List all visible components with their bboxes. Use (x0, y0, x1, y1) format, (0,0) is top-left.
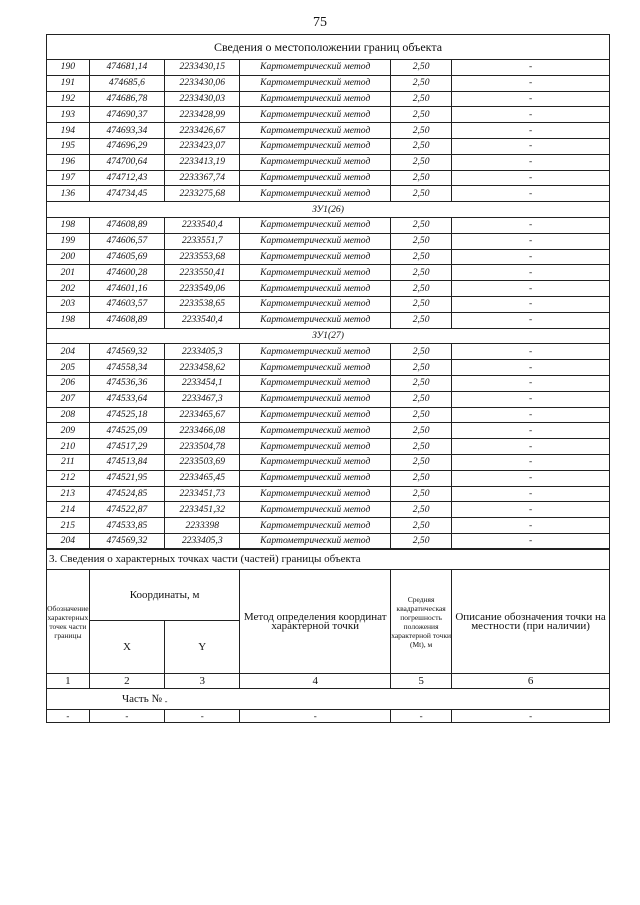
method: Картометрический метод (240, 439, 391, 455)
accuracy: 2,50 (391, 391, 452, 407)
description: - (452, 344, 610, 360)
coord-x: 474608,89 (89, 217, 164, 233)
table-row (47, 423, 610, 439)
point-number: 201 (47, 265, 90, 281)
coord-x: 474525,18 (89, 407, 164, 423)
section3-title: 3. Сведения о характерных точках части (частей) границы объекта (47, 549, 610, 570)
table-row (47, 502, 610, 518)
coord-y: 2233553,68 (165, 249, 240, 265)
accuracy: 2,50 (391, 486, 452, 502)
table-row (47, 518, 610, 534)
coord-x: 474558,34 (89, 360, 164, 376)
method: Картометрический метод (240, 470, 391, 486)
table-row (47, 75, 610, 91)
point-number: 136 (47, 186, 90, 202)
accuracy: 2,50 (391, 518, 452, 534)
description: - (452, 470, 610, 486)
coord-x: 474712,43 (89, 170, 164, 186)
point-number: 214 (47, 502, 90, 518)
subsection-label: ЗУ1(26) (47, 202, 610, 218)
method: Картометрический метод (240, 233, 391, 249)
point-number: 215 (47, 518, 90, 534)
coord-x: 474569,32 (89, 533, 164, 549)
method: Картометрический метод (240, 454, 391, 470)
point-number: 204 (47, 533, 90, 549)
method: Картометрический метод (240, 407, 391, 423)
point-number: 211 (47, 454, 90, 470)
coord-y: 2233367,74 (165, 170, 240, 186)
coord-y: 2233426,67 (165, 123, 240, 139)
accuracy: 2,50 (391, 107, 452, 123)
header-point: Обозначение характерных точек части границы (47, 570, 90, 674)
accuracy: 2,50 (391, 123, 452, 139)
section-title: Сведения о местоположении границ объекта (47, 35, 610, 60)
accuracy: 2,50 (391, 470, 452, 486)
col-number: 3 (165, 674, 240, 689)
method: Картометрический метод (240, 186, 391, 202)
coord-x: 474533,64 (89, 391, 164, 407)
coord-x: 474569,32 (89, 344, 164, 360)
method: Картометрический метод (240, 296, 391, 312)
description: - (452, 265, 610, 281)
accuracy: 2,50 (391, 375, 452, 391)
table-row (47, 439, 610, 455)
coord-x: 474533,85 (89, 518, 164, 534)
table-row (47, 344, 610, 360)
method: Картометрический метод (240, 75, 391, 91)
point-number: 191 (47, 75, 90, 91)
accuracy: 2,50 (391, 217, 452, 233)
method: Картометрический метод (240, 312, 391, 328)
method: Картометрический метод (240, 518, 391, 534)
coord-x: 474700,64 (89, 154, 164, 170)
method: Картометрический метод (240, 170, 391, 186)
description: - (452, 91, 610, 107)
table-row (47, 233, 610, 249)
table-row (47, 407, 610, 423)
table-row (47, 186, 610, 202)
table-row (47, 296, 610, 312)
coord-x: 474603,57 (89, 296, 164, 312)
coord-y: 2233466,08 (165, 423, 240, 439)
description: - (452, 249, 610, 265)
method: Картометрический метод (240, 486, 391, 502)
table-row (47, 249, 610, 265)
description: - (452, 233, 610, 249)
method: Картометрический метод (240, 344, 391, 360)
accuracy: 2,50 (391, 344, 452, 360)
method: Картометрический метод (240, 502, 391, 518)
description: - (452, 75, 610, 91)
empty-cell: - (452, 710, 610, 723)
coord-y: 2233503,69 (165, 454, 240, 470)
accuracy: 2,50 (391, 265, 452, 281)
table-row (47, 123, 610, 139)
accuracy: 2,50 (391, 170, 452, 186)
page-number: 75 (313, 15, 327, 30)
coord-x: 474605,69 (89, 249, 164, 265)
coord-x: 474513,84 (89, 454, 164, 470)
table-row (47, 60, 610, 76)
col-number: 5 (391, 674, 452, 689)
coord-x: 474600,28 (89, 265, 164, 281)
coord-x: 474606,57 (89, 233, 164, 249)
coord-x: 474608,89 (89, 312, 164, 328)
empty-cell: - (240, 710, 391, 723)
accuracy: 2,50 (391, 91, 452, 107)
method: Картометрический метод (240, 249, 391, 265)
accuracy: 2,50 (391, 154, 452, 170)
point-number: 199 (47, 233, 90, 249)
accuracy: 2,50 (391, 233, 452, 249)
description: - (452, 107, 610, 123)
accuracy: 2,50 (391, 439, 452, 455)
method: Картометрический метод (240, 154, 391, 170)
coord-y: 2233405,3 (165, 533, 240, 549)
point-number: 203 (47, 296, 90, 312)
point-number: 212 (47, 470, 90, 486)
point-number: 198 (47, 312, 90, 328)
method: Картометрический метод (240, 533, 391, 549)
table-row (47, 375, 610, 391)
coord-y: 2233504,78 (165, 439, 240, 455)
point-number: 197 (47, 170, 90, 186)
method: Картометрический метод (240, 265, 391, 281)
table-row (47, 170, 610, 186)
coord-x: 474686,78 (89, 91, 164, 107)
col-number: 4 (240, 674, 391, 689)
description: - (452, 217, 610, 233)
coord-x: 474522,87 (89, 502, 164, 518)
point-number: 208 (47, 407, 90, 423)
description: - (452, 123, 610, 139)
method: Картометрический метод (240, 138, 391, 154)
boundary-table (46, 34, 610, 550)
description: - (452, 518, 610, 534)
method: Картометрический метод (240, 423, 391, 439)
description: - (452, 423, 610, 439)
coord-x: 474517,29 (89, 439, 164, 455)
table-row (47, 154, 610, 170)
accuracy: 2,50 (391, 249, 452, 265)
table-row (47, 138, 610, 154)
method: Картометрический метод (240, 217, 391, 233)
description: - (452, 486, 610, 502)
table-row (47, 360, 610, 376)
table-row (47, 454, 610, 470)
point-number: 200 (47, 249, 90, 265)
coord-x: 474690,37 (89, 107, 164, 123)
table-row (47, 281, 610, 297)
coord-y: 2233428,99 (165, 107, 240, 123)
subsection-row (47, 202, 610, 218)
point-number: 202 (47, 281, 90, 297)
accuracy: 2,50 (391, 407, 452, 423)
method: Картометрический метод (240, 375, 391, 391)
point-number: 205 (47, 360, 90, 376)
table-row (47, 391, 610, 407)
accuracy: 2,50 (391, 138, 452, 154)
subsection-label: ЗУ1(27) (47, 328, 610, 344)
accuracy: 2,50 (391, 186, 452, 202)
description: - (452, 391, 610, 407)
coord-y: 2233451,73 (165, 486, 240, 502)
accuracy: 2,50 (391, 360, 452, 376)
header-x: X (89, 621, 164, 674)
empty-cell: - (165, 710, 240, 723)
point-number: 213 (47, 486, 90, 502)
description: - (452, 60, 610, 76)
coord-y: 2233550,41 (165, 265, 240, 281)
point-number: 193 (47, 107, 90, 123)
point-number: 207 (47, 391, 90, 407)
coord-x: 474525,09 (89, 423, 164, 439)
subsection-row (47, 328, 610, 344)
accuracy: 2,50 (391, 533, 452, 549)
coord-x: 474601,16 (89, 281, 164, 297)
description: - (452, 186, 610, 202)
accuracy: 2,50 (391, 423, 452, 439)
coord-y: 2233540,4 (165, 312, 240, 328)
coord-y: 2233549,06 (165, 281, 240, 297)
coord-y: 2233398 (165, 518, 240, 534)
coord-x: 474536,36 (89, 375, 164, 391)
coord-y: 2233413,19 (165, 154, 240, 170)
col-number: 1 (47, 674, 90, 689)
point-number: 198 (47, 217, 90, 233)
point-number: 204 (47, 344, 90, 360)
description: - (452, 296, 610, 312)
coord-y: 2233467,3 (165, 391, 240, 407)
method: Картометрический метод (240, 281, 391, 297)
accuracy: 2,50 (391, 296, 452, 312)
coord-x: 474693,34 (89, 123, 164, 139)
header-description: Описание обозначения точки на местности (при наличии) (452, 570, 610, 674)
description: - (452, 454, 610, 470)
point-number: 194 (47, 123, 90, 139)
coord-y: 2233430,15 (165, 60, 240, 76)
description: - (452, 281, 610, 297)
description: - (452, 360, 610, 376)
header-coords: Координаты, м (89, 570, 240, 621)
description: - (452, 170, 610, 186)
table-row (47, 312, 610, 328)
point-number: 192 (47, 91, 90, 107)
coord-y: 2233275,68 (165, 186, 240, 202)
coord-x: 474521,95 (89, 470, 164, 486)
point-number: 209 (47, 423, 90, 439)
point-number: 196 (47, 154, 90, 170)
coord-y: 2233454,1 (165, 375, 240, 391)
table-row (47, 217, 610, 233)
method: Картометрический метод (240, 60, 391, 76)
coord-y: 2233540,4 (165, 217, 240, 233)
point-number: 210 (47, 439, 90, 455)
coord-y: 2233405,3 (165, 344, 240, 360)
coord-y: 2233451,32 (165, 502, 240, 518)
description: - (452, 375, 610, 391)
accuracy: 2,50 (391, 312, 452, 328)
coord-x: 474685,6 (89, 75, 164, 91)
coord-y: 2233538,65 (165, 296, 240, 312)
point-number: 190 (47, 60, 90, 76)
coord-y: 2233465,45 (165, 470, 240, 486)
part-number: - (164, 696, 168, 706)
col-number: 2 (89, 674, 164, 689)
point-number: 195 (47, 138, 90, 154)
description: - (452, 439, 610, 455)
accuracy: 2,50 (391, 502, 452, 518)
coord-x: 474734,45 (89, 186, 164, 202)
method: Картометрический метод (240, 91, 391, 107)
table-row (47, 533, 610, 549)
part-points-table (46, 548, 610, 723)
accuracy: 2,50 (391, 454, 452, 470)
empty-cell: - (89, 710, 164, 723)
coord-y: 2233430,03 (165, 91, 240, 107)
header-accuracy: Средняя квадратическая погрешность положения характерной точки (Мt), м (391, 570, 452, 674)
method: Картометрический метод (240, 123, 391, 139)
table-row (47, 107, 610, 123)
description: - (452, 533, 610, 549)
empty-cell: - (47, 710, 90, 723)
accuracy: 2,50 (391, 75, 452, 91)
point-number: 206 (47, 375, 90, 391)
coord-y: 2233458,62 (165, 360, 240, 376)
coord-y: 2233423,07 (165, 138, 240, 154)
accuracy: 2,50 (391, 281, 452, 297)
description: - (452, 502, 610, 518)
method: Картометрический метод (240, 360, 391, 376)
description: - (452, 154, 610, 170)
coord-y: 2233430,06 (165, 75, 240, 91)
description: - (452, 138, 610, 154)
col-number: 6 (452, 674, 610, 689)
table-row (47, 91, 610, 107)
description: - (452, 312, 610, 328)
coord-x: 474524,85 (89, 486, 164, 502)
empty-cell: - (391, 710, 452, 723)
accuracy: 2,50 (391, 60, 452, 76)
header-method: Метод определения координат характерной точки (240, 570, 391, 674)
table-row (47, 486, 610, 502)
coord-y: 2233551,7 (165, 233, 240, 249)
description: - (452, 407, 610, 423)
table-row (47, 265, 610, 281)
coord-x: 474681,14 (89, 60, 164, 76)
table-row (47, 470, 610, 486)
method: Картометрический метод (240, 107, 391, 123)
coord-y: 2233465,67 (165, 407, 240, 423)
part-label: Часть № - (47, 689, 610, 710)
header-y: Y (165, 621, 240, 674)
method: Картометрический метод (240, 391, 391, 407)
coord-x: 474696,29 (89, 138, 164, 154)
